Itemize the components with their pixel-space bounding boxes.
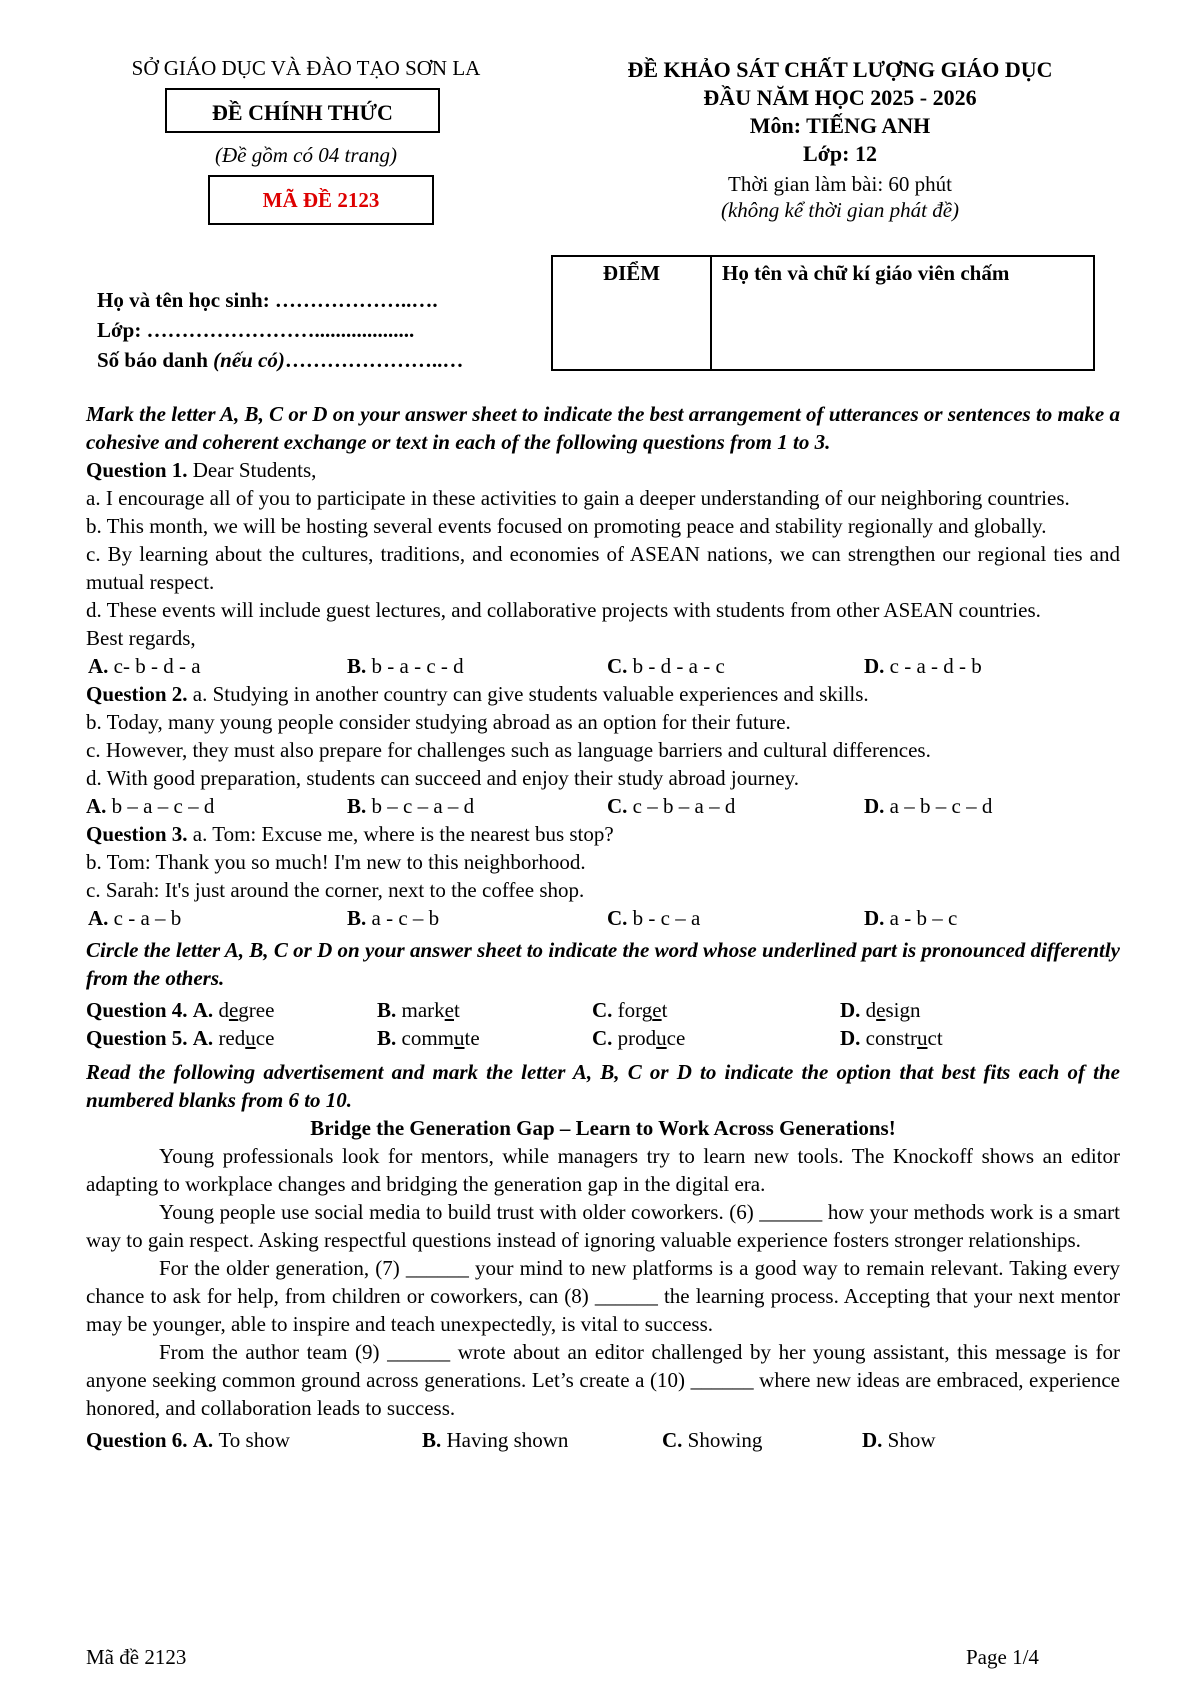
q6-option-a[interactable]: Question 6. A. To show [86,1428,290,1452]
exam-content [86,400,1120,1454]
official-label: ĐỀ CHÍNH THỨC [165,88,440,133]
subject: Môn: TIẾNG ANH [749,113,931,138]
q1-option-c[interactable]: C. b - d - a - c [607,654,725,678]
time-note: (không kể thời gian phát đề) [720,198,960,222]
q3-sentence-c: c. Sarah: It's just around the corner, next to the coffee shop. [86,878,585,902]
q6-option-d[interactable]: D. Show [862,1428,936,1452]
q1-closing: Best regards, [86,626,196,650]
q3-options [86,904,1120,932]
q4-option-d[interactable]: D. design [840,998,921,1022]
q4-option-a[interactable]: Question 4. A. degree [86,998,275,1022]
q3-option-d[interactable]: D. a - b – c [864,906,958,930]
exam-title-1: ĐỀ KHẢO SÁT CHẤT LƯỢNG GIÁO DỤC [627,57,1053,82]
q1-options [86,652,1120,680]
q2-heading: Question 2. a. Studying in another country can give students valuable experiences and skills. [86,682,869,706]
exam-title-2: ĐẦU NĂM HỌC 2025 - 2026 [703,85,977,110]
footer-page-number: Page 1/4 [966,1645,1039,1669]
q2-sentence-b: b. Today, many young people consider studying abroad as an option for their future. [86,710,791,734]
q1-option-b[interactable]: B. b - a - c - d [347,654,464,678]
q5-option-a[interactable]: Question 5. A. reduce [86,1026,275,1050]
q1-sentence-d: d. These events will include guest lectures, and collaborative projects with students from other ASEAN countries. [86,598,1041,622]
q3-option-b[interactable]: B. a - c – b [347,906,440,930]
q1-sentence-c: c. By learning about the cultures, traditions, and economies of ASEAN nations, we can strengthen our regional ties and mutual respect. [86,542,1120,594]
q1-option-d[interactable]: D. c - a - d - b [864,654,982,678]
q1-sentence-b: b. This month, we will be hosting several events focused on promoting peace and stability regionally and globally. [86,514,1047,538]
ad-paragraph-2: Young people use social media to build trust with older coworkers. (6) ______ how your methods work is a smart way to gain respect. Asking respectful questions instead of ignoring valuable experience fosters stronger relationships. [86,1200,1120,1252]
q6-option-b[interactable]: B. Having shown [422,1428,569,1452]
q2-sentence-d: d. With good preparation, students can succeed and enjoy their study abroad journey. [86,766,799,790]
section1-instruction: Mark the letter A, B, C or D on your answer sheet to indicate the best arrangement of utterances or sentences to make a cohesive and coherent exchange or text in each of the following questions from 1 to 3. [86,402,1120,454]
q5-option-b[interactable]: B. commute [377,1026,480,1050]
ad-paragraph-1: Young professionals look for mentors, while managers try to learn new tools. The Knockoff shows an editor adapting to workplace changes and bridging the generation gap in the digital era. [86,1144,1120,1196]
footer-exam-code: Mã đề 2123 [86,1645,187,1669]
student-class-line: Lớp: ……………………................... [97,318,415,342]
student-name-line: Họ và tên học sinh: ………………..…. [97,288,438,312]
ad-paragraph-3: For the older generation, (7) ______ your mind to new platforms is a good way to remain relevant. Taking every chance to ask for help, from children or coworkers, can (8) ______ the learning process. Accepting that your next mentor may be younger, able to inspire and teach unexpectedly, is vital to success. [86,1256,1120,1336]
section2-instruction: Circle the letter A, B, C or D on your answer sheet to indicate the word whose underlined part is pronounced differently from the others. [86,938,1120,990]
ad-paragraph-4: From the author team (9) ______ wrote about an editor challenged by her young assistant, this message is for anyone seeking common ground across generations. Let’s create a (10) ______ where new ideas are embraced, experience honored, and collaboration leads to success. [86,1340,1120,1420]
q5-option-d[interactable]: D. construct [840,1026,943,1050]
exam-code-box: MÃ ĐỀ 2123 [208,175,434,225]
q2-options [86,792,1120,820]
q4-option-c[interactable]: C. forget [592,998,668,1022]
q2-option-a[interactable]: A. b – a – c – d [86,794,215,818]
q4-option-b[interactable]: B. market [377,998,460,1022]
q2-option-c[interactable]: C. c – b – a – d [607,794,736,818]
department-name: SỞ GIÁO DỤC VÀ ĐÀO TẠO SƠN LA [131,56,481,80]
q3-sentence-b: b. Tom: Thank you so much! I'm new to this neighborhood. [86,850,586,874]
q3-heading: Question 3. a. Tom: Excuse me, where is the nearest bus stop? [86,822,614,846]
q3-option-c[interactable]: C. b - c – a [607,906,701,930]
q2-sentence-c: c. However, they must also prepare for challenges such as language barriers and cultural differences. [86,738,931,762]
student-id-line: Số báo danh (nếu có)…………………..… [97,348,464,372]
time-limit: Thời gian làm bài: 60 phút [728,172,952,196]
score-table [551,255,1095,371]
score-header: ĐIỂM [553,257,712,369]
q5-option-c[interactable]: C. produce [592,1026,686,1050]
exam-title-block [560,56,1120,168]
q6-row [86,1426,1120,1454]
q3-option-a[interactable]: A. c - a – b [88,906,182,930]
q2-option-d[interactable]: D. a – b – c – d [864,794,993,818]
ad-title: Bridge the Generation Gap – Learn to Work Across Generations! [310,1116,896,1140]
q4-row [86,996,1120,1024]
q1-option-a[interactable]: A. c- b - d - a [88,654,201,678]
q1-sentence-a: a. I encourage all of you to participate in these activities to gain a deeper understanding of our neighboring countries. [86,486,1070,510]
q6-option-c[interactable]: C. Showing [662,1428,763,1452]
q2-option-b[interactable]: B. b – c – a – d [347,794,475,818]
grade: Lớp: 12 [803,141,877,166]
section3-instruction: Read the following advertisement and mark the letter A, B, C or D to indicate the option that best fits each of the numbered blanks from 6 to 10. [86,1060,1120,1112]
teacher-header: Họ tên và chữ kí giáo viên chấm [722,261,1010,285]
q5-row [86,1024,1120,1052]
q1-heading: Question 1. Dear Students, [86,458,317,482]
pages-note: (Đề gồm có 04 trang) [215,143,397,167]
